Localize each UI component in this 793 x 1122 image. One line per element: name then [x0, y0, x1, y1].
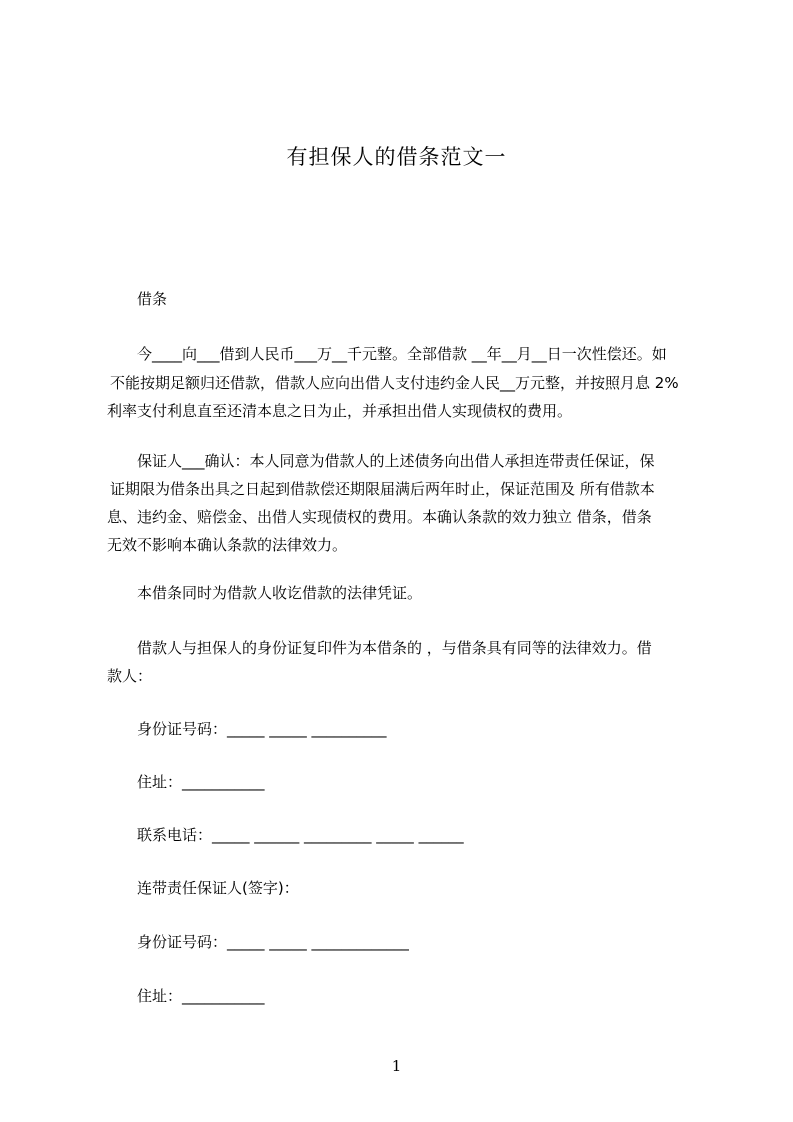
heading-jietiao: 借条: [137, 290, 168, 308]
guarantor-id-field: 身份证号码：_____ _____ _____________: [137, 933, 410, 951]
guarantor-address-field: 住址：___________: [137, 987, 265, 1005]
para2-line1: 保证人___确认：本人同意为借款人的上述债务向出借人承担连带责任保证，保: [137, 452, 655, 470]
borrower-id-field: 身份证号码：_____ _____ __________: [137, 720, 387, 738]
document-title: 有担保人的借条范文一: [286, 145, 507, 169]
para2-line3: 息、违约金、赔偿金、出借人实现债权的费用。本确认条款的效力独立 借条，借条: [107, 508, 652, 526]
para4-line1: 借款人与担保人的身份证复印件为本借条的 ，与借条具有同等的法律效力。借: [137, 639, 652, 657]
para2-line2: 证期限为借条出具之日起到借款偿还期限届满后两年时止，保证范围及 所有借款本: [110, 480, 655, 498]
borrower-address-field: 住址：___________: [137, 773, 265, 791]
para3: 本借条同时为借款人收讫借款的法律凭证。: [137, 584, 423, 602]
borrower-phone-field: 联系电话：_____ ______ _________ _____ ______: [137, 826, 464, 844]
para2-line4: 无效不影响本确认条款的法律效力。: [107, 536, 348, 554]
para1-line1: 今____向___借到人民币___万__千元整。全部借款 __年__月__日一次性偿还。如: [137, 345, 667, 363]
para4-line2: 款人：: [107, 667, 153, 685]
page-number: 1: [391, 1057, 402, 1075]
para1-line2: 不能按期足额归还借款，借款人应向出借人支付违约金人民__万元整，并按照月息 2%: [110, 374, 679, 392]
para1-line3: 利率支付利息直至还清本息之日为止，并承担出借人实现债权的费用。: [107, 402, 573, 420]
guarantor-signature-field: 连带责任保证人(签字)：: [137, 879, 299, 897]
